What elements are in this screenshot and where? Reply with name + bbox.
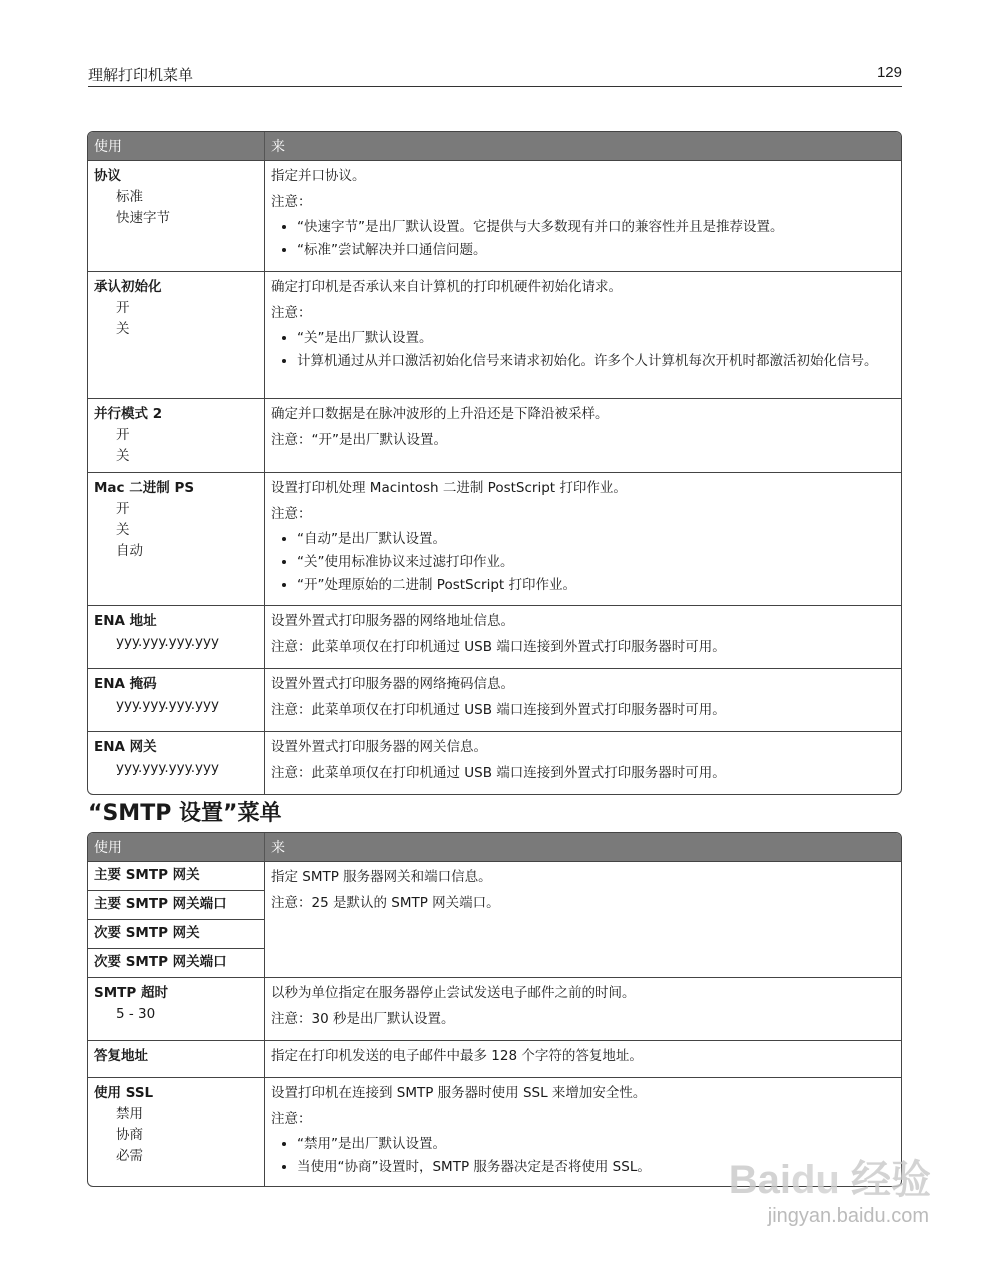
note: [271, 192, 895, 213]
table-row: [88, 605, 901, 668]
note-list: [271, 218, 895, 260]
menu-option: 开: [116, 427, 130, 443]
menu-item-name: 主要 SMTP 网关: [94, 867, 200, 883]
note-text: 此菜单项仅在打印机通过 USB 端口连接到外置式打印服务器时可用。: [311, 702, 726, 718]
column-header-purpose: 来: [265, 833, 901, 861]
note: [271, 700, 895, 721]
note-label: 注意：: [271, 305, 312, 321]
note-label: 注意：: [271, 895, 312, 911]
menu-option: 开: [116, 501, 130, 517]
description: 确定并口数据是在脉冲波形的上升沿还是下降沿被采样。: [271, 406, 609, 422]
table-row: [88, 160, 901, 271]
menu-option: 协商: [116, 1127, 143, 1143]
menu-option: 开: [116, 300, 130, 316]
menu-option: yyy.yyy.yyy.yyy: [116, 697, 219, 713]
menu-option: 禁用: [116, 1106, 143, 1122]
note-text: 此菜单项仅在打印机通过 USB 端口连接到外置式打印服务器时可用。: [311, 639, 726, 655]
description-cell: [265, 668, 901, 731]
description: 设置外置式打印服务器的网关信息。: [271, 739, 487, 755]
note: [271, 1009, 895, 1030]
watermark-url: jingyan.baidu.com: [767, 1205, 929, 1227]
menu-item-cell: [88, 1077, 265, 1186]
description: 设置外置式打印服务器的网络地址信息。: [271, 613, 514, 629]
menu-option: 5 - 30: [116, 1006, 156, 1022]
menu-option: 必需: [116, 1148, 143, 1164]
note-label: 注意：: [271, 1011, 312, 1027]
description: 指定 SMTP 服务器网关和端口信息。: [271, 869, 492, 885]
menu-item-name: 并行模式 2: [94, 406, 163, 422]
menu-item-cell: [88, 977, 265, 1040]
note-text: 此菜单项仅在打印机通过 USB 端口连接到外置式打印服务器时可用。: [311, 765, 726, 781]
note-bullet: • “标准”尝试解决并口通信问题。: [297, 241, 895, 260]
menu-item-cell: [88, 398, 265, 472]
note-label: 注意：: [271, 1111, 312, 1127]
table-row: [88, 472, 901, 605]
note: [271, 763, 895, 784]
menu-item-name: Mac 二进制 PS: [94, 480, 195, 496]
menu-option: 快速字节: [116, 210, 170, 226]
description: 设置外置式打印服务器的网络掩码信息。: [271, 676, 514, 692]
chapter-title: 理解打印机菜单: [88, 66, 194, 84]
column-header-purpose: 来: [265, 132, 901, 160]
note: [271, 303, 895, 324]
note-label: 注意：: [271, 194, 312, 210]
description-cell: [265, 605, 901, 668]
menu-option: yyy.yyy.yyy.yyy: [116, 760, 219, 776]
page-number: 129: [876, 64, 902, 81]
section-title: “SMTP 设置”菜单: [88, 801, 282, 826]
description: 确定打印机是否承认来自计算机的打印机硬件初始化请求。: [271, 279, 622, 295]
menu-item-cell: [88, 160, 265, 271]
table-row: [88, 398, 901, 472]
note-text: “开”是出厂默认设置。: [311, 432, 447, 448]
note-bullet: • “关”使用标准协议来过滤打印作业。: [297, 553, 895, 572]
description-cell: [265, 160, 901, 271]
menu-option: 关: [116, 448, 130, 464]
description-cell: [265, 731, 901, 794]
note-bullet: • “开”处理原始的二进制 PostScript 打印作业。: [297, 576, 895, 595]
note-bullet: • 计算机通过从并口激活初始化信号来请求初始化。许多个人计算机每次开机时都激活初始化信号。: [297, 352, 895, 371]
menu-item-cell: [88, 1040, 265, 1077]
menu-item-name: ENA 掩码: [94, 676, 157, 692]
running-header: [88, 64, 902, 87]
menu-item-cell: [88, 668, 265, 731]
menu-item-name: 承认初始化: [94, 279, 162, 295]
description: 设置打印机在连接到 SMTP 服务器时使用 SSL 来增加安全性。: [271, 1085, 647, 1101]
menu-option: 标准: [116, 189, 143, 205]
table-row: [88, 271, 901, 398]
menu-item-name: ENA 地址: [94, 613, 157, 629]
description-cell: [265, 861, 901, 977]
menu-item-name: 使用 SSL: [94, 1085, 154, 1101]
smtp-menu-table: [87, 832, 902, 1187]
menu-item-name: SMTP 超时: [94, 985, 168, 1001]
menu-item-name: 次要 SMTP 网关: [94, 925, 200, 941]
note-label: 注意：: [271, 432, 312, 448]
description-cell: [265, 1040, 901, 1077]
description-cell: [265, 472, 901, 605]
description: 设置打印机处理 Macintosh 二进制 PostScript 打印作业。: [271, 480, 627, 496]
menu-option: 自动: [116, 543, 143, 559]
menu-item-cell: [88, 948, 265, 977]
menu-item-name: 协议: [94, 168, 121, 184]
column-header-use: 使用: [88, 132, 265, 160]
menu-item-cell: [88, 861, 265, 890]
column-header-use: 使用: [88, 833, 265, 861]
note-bullet: • “自动”是出厂默认设置。: [297, 530, 895, 549]
menu-item-name: 答复地址: [94, 1048, 148, 1064]
description: 指定并口协议。: [271, 168, 366, 184]
menu-item-cell: [88, 472, 265, 605]
description-cell: [265, 398, 901, 472]
description-cell: [265, 271, 901, 398]
note-text: 25 是默认的 SMTP 网关端口。: [311, 895, 500, 911]
note: [271, 1109, 895, 1130]
baidu-watermark-logo: Baidu 经验: [728, 1158, 931, 1202]
note-list: [271, 329, 895, 371]
note-bullet: • “关”是出厂默认设置。: [297, 329, 895, 348]
note-label: 注意：: [271, 702, 312, 718]
menu-item-cell: [88, 271, 265, 398]
table-row: [88, 1040, 901, 1077]
note: [271, 504, 895, 525]
table-row: [88, 861, 901, 890]
description: 指定在打印机发送的电子邮件中最多 128 个字符的答复地址。: [271, 1048, 643, 1064]
note-text: 30 秒是出厂默认设置。: [311, 1011, 455, 1027]
note: [271, 893, 895, 914]
note-label: 注意：: [271, 765, 312, 781]
note: [271, 637, 895, 658]
menu-item-cell: [88, 605, 265, 668]
note: [271, 430, 895, 451]
note-bullet: • 当使用“协商”设置时，SMTP 服务器决定是否将使用 SSL。: [297, 1158, 895, 1177]
menu-item-cell: [88, 919, 265, 948]
menu-option: yyy.yyy.yyy.yyy: [116, 634, 219, 650]
description-cell: [265, 977, 901, 1040]
description: 以秒为单位指定在服务器停止尝试发送电子邮件之前的时间。: [271, 985, 636, 1001]
menu-option: 关: [116, 522, 130, 538]
table-row: [88, 977, 901, 1040]
note-list: [271, 530, 895, 595]
menu-item-name: 主要 SMTP 网关端口: [94, 896, 227, 912]
table-row: [88, 731, 901, 794]
menu-option: 关: [116, 321, 130, 337]
note-bullet: • “禁用”是出厂默认设置。: [297, 1135, 895, 1154]
menu-item-name: 次要 SMTP 网关端口: [94, 954, 227, 970]
note-bullet: • “快速字节”是出厂默认设置。它提供与大多数现有并口的兼容性并且是推荐设置。: [297, 218, 895, 237]
table-row: [88, 668, 901, 731]
menu-item-name: ENA 网关: [94, 739, 157, 755]
parallel-menu-table: [87, 131, 902, 795]
menu-item-cell: [88, 731, 265, 794]
menu-item-cell: [88, 890, 265, 919]
note-label: 注意：: [271, 639, 312, 655]
note-label: 注意：: [271, 506, 312, 522]
